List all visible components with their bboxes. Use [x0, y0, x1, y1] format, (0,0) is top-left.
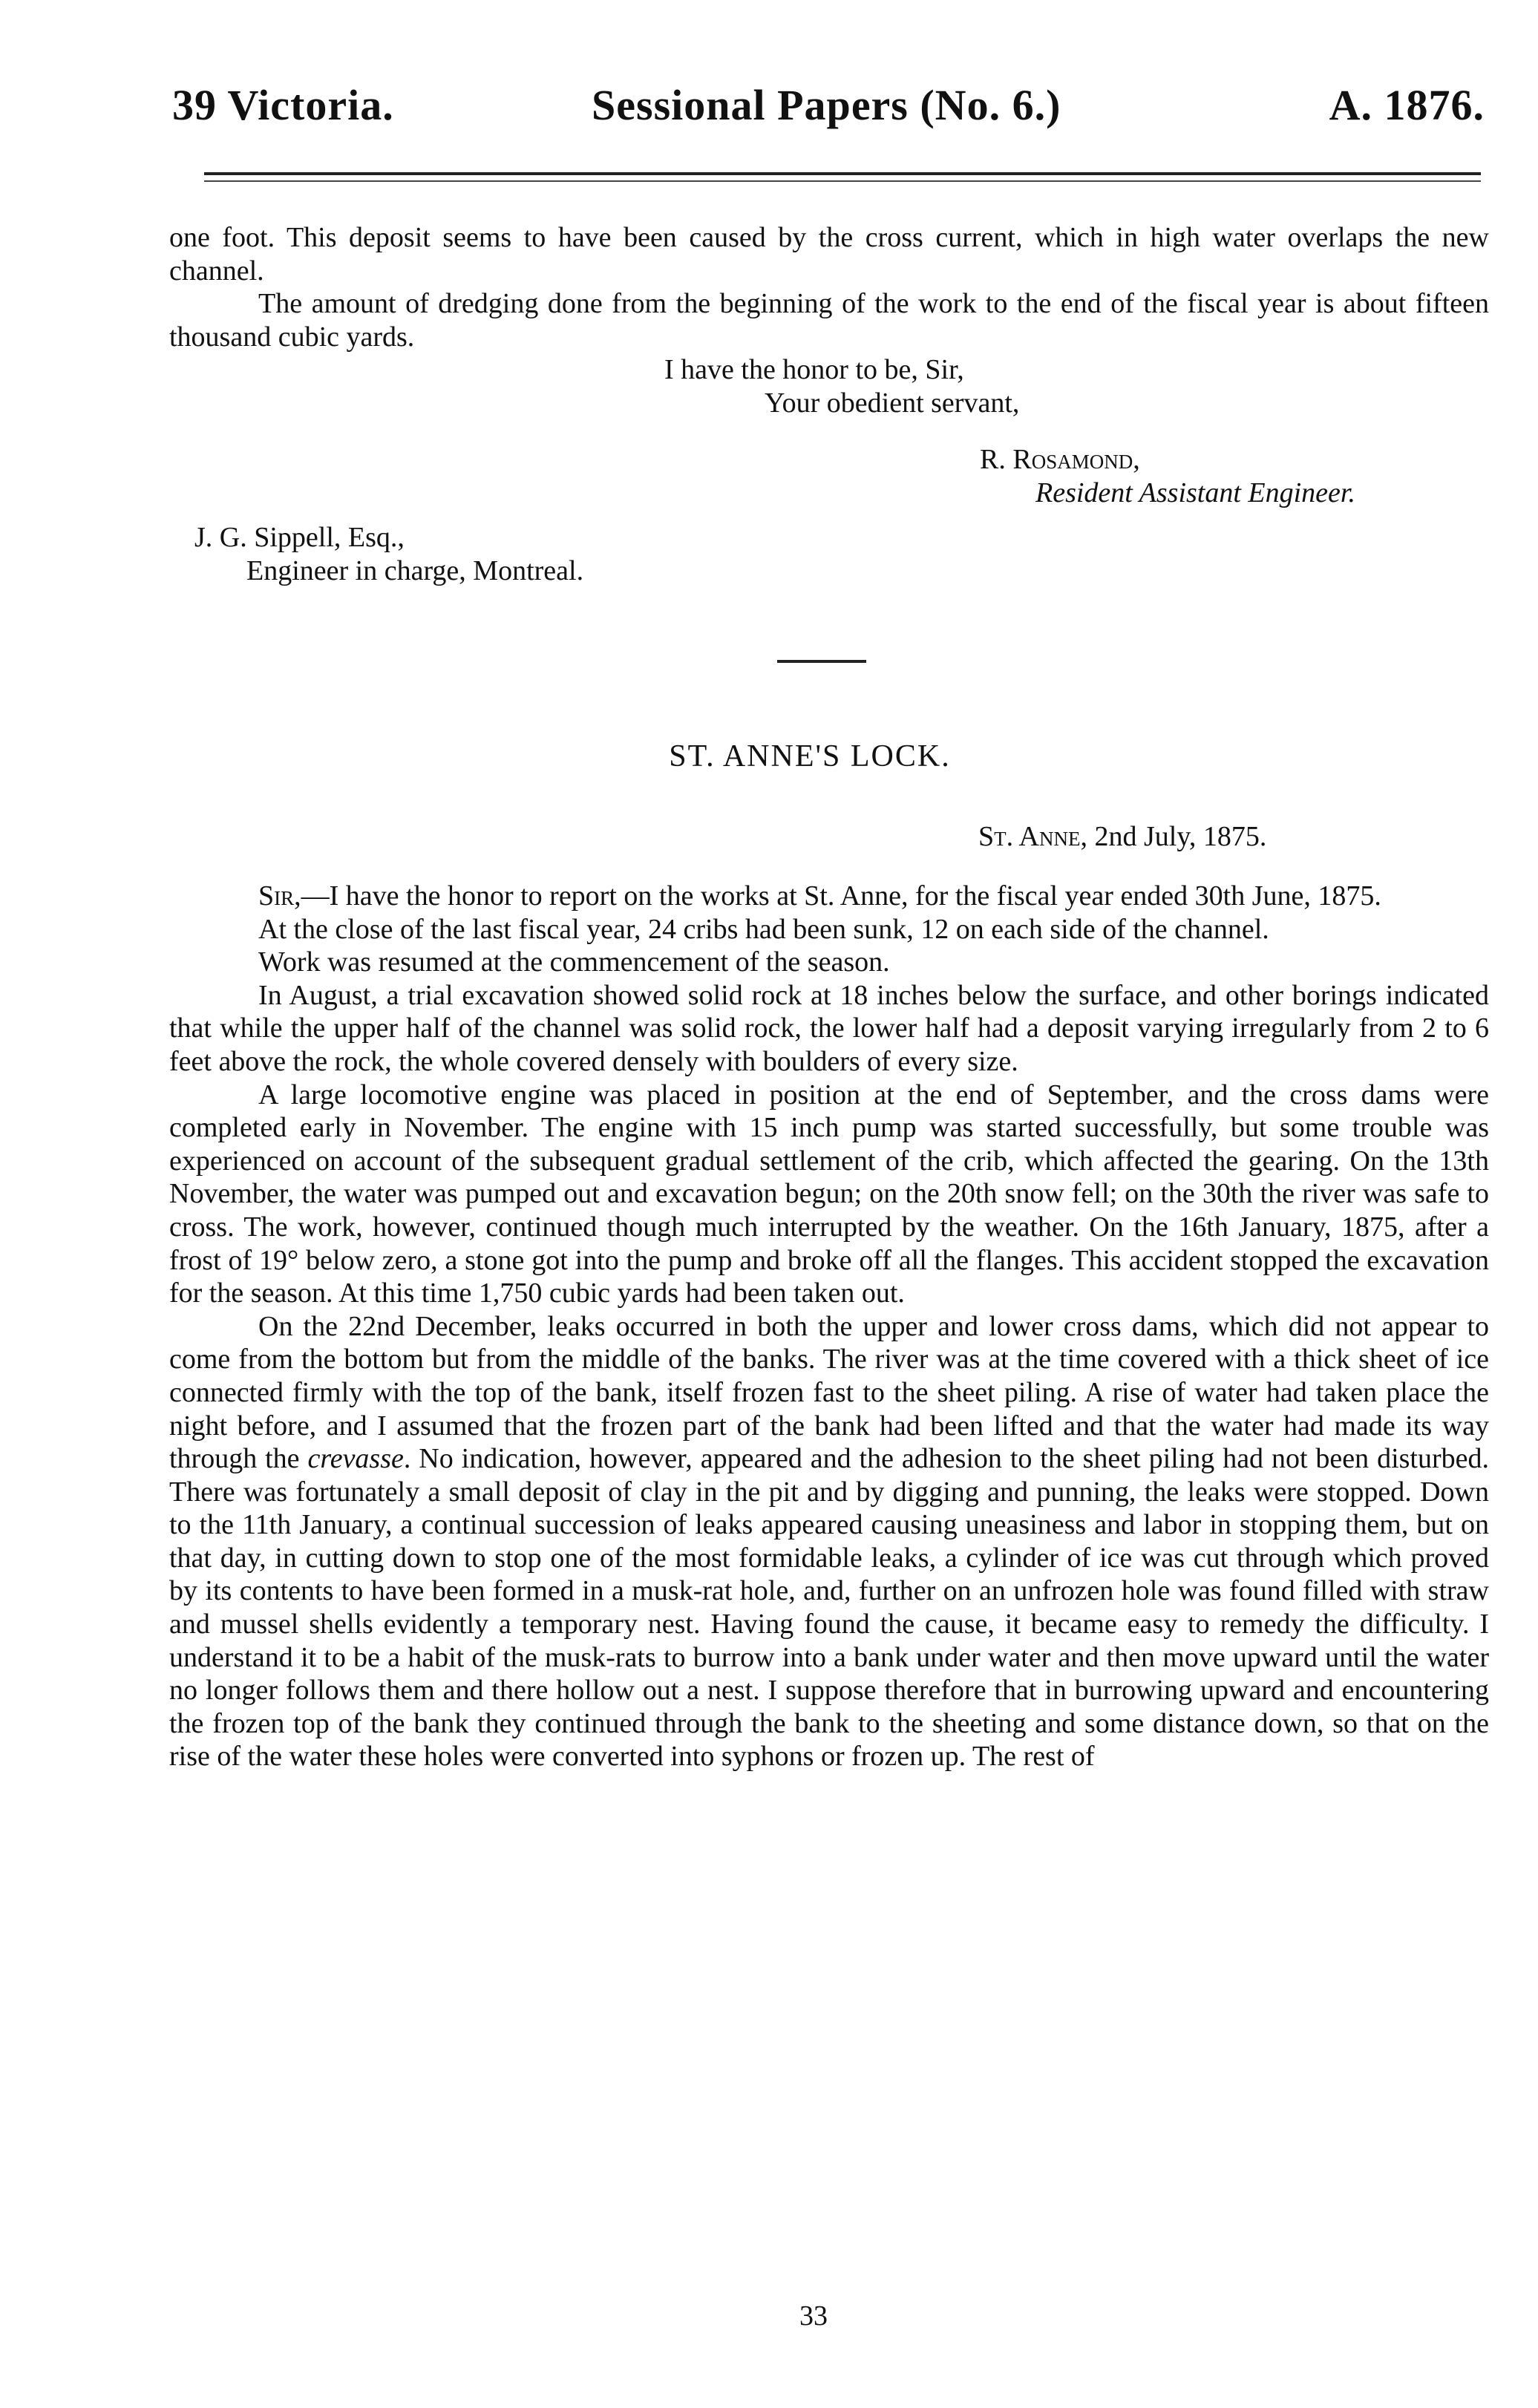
paragraph-text: —I have the honor to report on the works at St. Anne, for the fiscal year ended 30th June, 1875.	[301, 880, 1381, 912]
dateline	[978, 820, 1266, 853]
emphasis: crevasse	[307, 1443, 404, 1475]
dateline-place: St. Anne	[978, 821, 1081, 852]
header-rule-thin	[204, 180, 1481, 182]
closing-line: Your obedient servant,	[765, 387, 1020, 419]
paragraph	[169, 1310, 1489, 1773]
header-title: Sessional Papers (No. 6.)	[592, 81, 1061, 129]
paragraph-text: . No indication, however, appeared and the adhesion to the sheet piling had not been disturbed. There was fortunately a small deposit of clay in the pit and by digging and punning, the leaks were stopped. Down to the 11th January, a continual succession of leaks appeared causing uneasiness and labor in stopping them, but on that day, in cutting down to stop one of the most formidable leaks, a cylinder of ice was cut through which proved by its contents to have been formed in a musk-rat hole, and, further on an unfrozen hole was found filled with straw and mussel shells evidently a temporary nest. Having found the cause, it became easy to remedy the difficulty. I understand it to be a habit of the musk-rats to burrow into a bank under water and then move upward until the water no longer follows them and there hollow out a nest. I suppose therefore that in burrowing upward and encountering the frozen top of the bank they continued through the bank to the sheeting and some distance down, so that on the rise of the water these holes were converted into syphons or frozen up. The rest of	[169, 1443, 1489, 1773]
signature: R. Rosamond,	[980, 444, 1140, 475]
paragraph: Work was resumed at the commencement of the season.	[258, 946, 890, 978]
dateline-date: , 2nd July, 1875.	[1080, 821, 1267, 852]
continued-letter	[169, 221, 1489, 353]
closing-line: I have the honor to be, Sir,	[664, 354, 964, 385]
report-letter	[169, 880, 1489, 1773]
addressee-name: J. G. Sippell, Esq.,	[194, 522, 405, 553]
header-year: A. 1876.	[1329, 81, 1485, 129]
page-number: 33	[799, 2300, 828, 2332]
header-rule-thick	[204, 172, 1481, 175]
paragraph: At the close of the last fiscal year, 24 cribs had been sunk, 12 on each side of the channel.	[258, 913, 1269, 945]
signature-title: Resident Assistant Engineer.	[1035, 477, 1355, 508]
running-header	[172, 80, 1485, 140]
paragraph-text: On the 22nd December, leaks occurred in both the upper and lower cross dams, which did not appear to come from the bottom but from the middle of the banks. The river was at the time covered with a thick sheet of ice connected firmly with the top of the bank, itself frozen fast to the sheet piling. A rise of water had taken place the night before, and I assumed that the frozen part of the bank had been lifted and that the water had made its way through the	[169, 1310, 1489, 1475]
paragraph: The amount of dredging done from the beginning of the work to the end of the fiscal year is about fifteen thousand cubic yards.	[169, 288, 1489, 353]
section-divider	[777, 660, 866, 663]
paragraph: A large locomotive engine was placed in position at the end of September, and the cross dams were completed early in November. The engine with 15 inch pump was started successfully, but some trouble was experienced on account of the subsequent gradual settlement of the crib, which affected the gearing. On the 13th November, the water was pumped out and excavation begun; on the 20th snow fell; on the 30th the river was safe to cross. The work, however, continued though much interrupted by the weather. On the 16th January, 1875, after a frost of 19° below zero, a stone got into the pump and broke off all the flanges. This accident stopped the excavation for the season. At this time 1,750 cubic yards had been taken out.	[169, 1079, 1489, 1309]
addressee-role: Engineer in charge, Montreal.	[246, 555, 584, 586]
header-volume: 39 Victoria.	[172, 81, 394, 129]
paragraph: In August, a trial excavation showed solid rock at 18 inches below the surface, and other borings indicated that while the upper half of the channel was solid rock, the lower half had a deposit varying irregularly from 2 to 6 feet above the rock, the whole covered densely with boulders of every size.	[169, 979, 1489, 1077]
salutation: Sir,	[258, 880, 301, 912]
section-title: ST. ANNE'S LOCK.	[669, 739, 951, 773]
paragraph	[169, 880, 1489, 913]
paragraph: one foot. This deposit seems to have been caused by the cross current, which in high water overlaps the new channel.	[169, 222, 1489, 287]
